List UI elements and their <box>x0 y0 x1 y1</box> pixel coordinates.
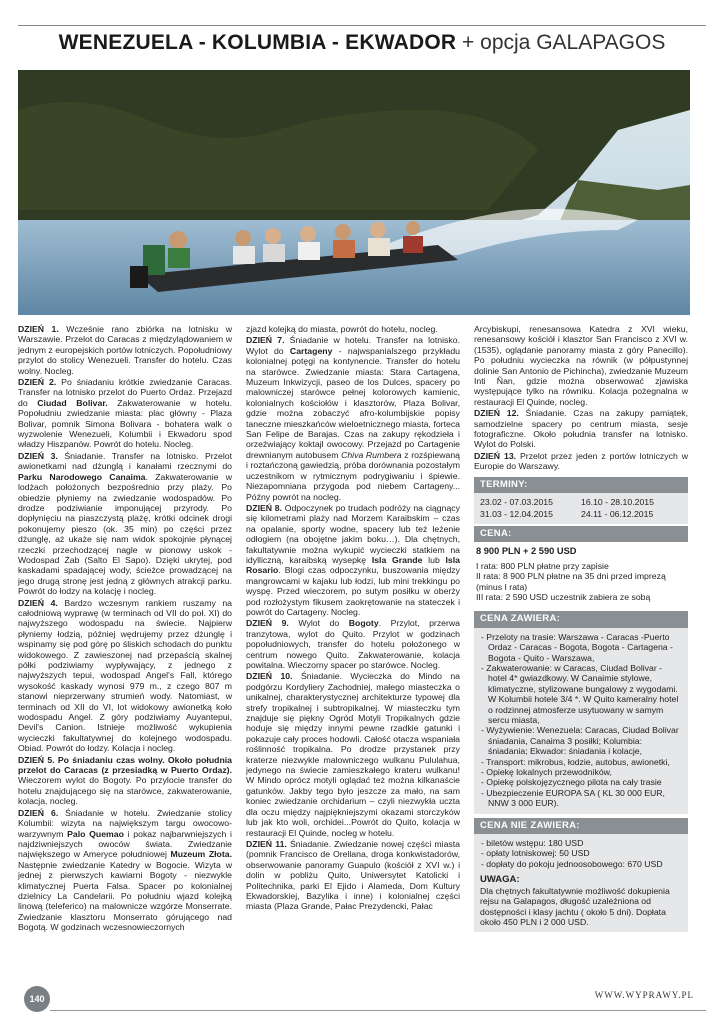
list-item: - Opiekę polskojęzycznego pilota na cały trasie <box>481 777 662 788</box>
price-includes-heading: CENA ZAWIERA: <box>474 611 688 627</box>
term-date: 31.03 - 12.04.2015 <box>480 508 553 519</box>
list-item: - Opiekę lokalnych przewodników, <box>481 767 612 778</box>
price-box <box>474 526 688 607</box>
day-7: DZIEŃ 7. Śniadanie w hotelu. Transfer na lotnisko. Wylot do Cartageny - najwspanialszego przykładu kolonialnej potęgi na kontynencie. Transfer do hotelu na starówce. Zwiedzanie miasta: Stara Cartagena, Muzeum Inkwizycji, paseo de los Dulces, spacery po malowniczej starówce pełnej kolorowych kamienic, kolonialnych kościołów i klasztorów, Plaza Bolivar, gdzie można zobaczyć afro-kolumbijskie popisy taneczne mieszkańców wieloetnicznego miasta, fortecа San Felipe de Barajas. Czas na zakupy rękodzieła i orzeźwiający koktajl owocowy. Przejazd po Cartagenie drewnianym autobusem Chiva Rumbera z rozśpiewaną i roztańczoną gawiedzią, próba dorównania pozostałym uczestnikom w rytmicznym podrygiwaniu i śpiewie. Niezapomniana przygoda pod niebem Cartageny... Późny powrót na nocleg. <box>246 335 460 502</box>
list-item: - Przeloty na trasie: Warszawa - Caracas -Puerto Ordaz - Caracas - Bogota, Bogota - Cartagena - Bogota - Quito - Warszawa, <box>481 631 673 663</box>
note-heading: UWAGA: <box>480 874 520 886</box>
list-item: - Wyżywienie: Wenezuela: Caracas, Ciudad Bolivar śniadania, Canaima 3 posiłki; Kolumbia: śniadania; Ekwador: śniadania i kolacje, <box>481 725 679 757</box>
day-5: DZIEŃ 5. Po śniadaniu czas wolny. Około południa przelot do Caracas (z przesiadką w Puerto Ordaz). Wieczorem wylot do Bogoty. Po przylocie transfer do hotelu znajdującego się na starówce, zakwaterowanie, kolacja, nocleg. <box>18 754 232 807</box>
day-13: DZIEŃ 13. Przelot przez jeden z portów lotniczych w Europie do Warszawy. <box>474 450 688 472</box>
day-6-continued: zjazd kolejką do miasta, powrót do hotelu, nocleg. <box>246 324 438 334</box>
term-date: 23.02 - 07.03.2015 <box>480 497 553 508</box>
itinerary-column-1 <box>18 324 232 934</box>
term-date: 16.10 - 28.10.2015 <box>581 497 654 508</box>
list-item: - Zakwaterowanie: w Caracas, Ciudad Bolivar - hotel 4* gwiazdkowy. W Canaimie stylowe, klimatyczne, stylizowane bungalowy z wygodami. W Kolumbii hotele 3/4 *. W Quito kameralny hotel o rodzinnej atmosferze usytuowany w samym sercu miasta, <box>481 662 679 725</box>
brand-url: WWW.WYPRAWY.PL <box>594 990 694 1000</box>
list-item: - dopłaty do pokoju jednoosobowego: 670 USD <box>481 858 663 869</box>
itinerary-column-2 <box>246 324 460 913</box>
day-10: DZIEŃ 10. Śniadanie. Wycieczka do Mindo na podgórzu Kordyliery Zachodniej, małego miasteczka o unikalnej, charakterystycznej architekturze typowej dla strefy tropikalnej i subtropikalnej. W miasteczku tym znajduje się piękny Ogród Motyli Tropikalnych gdzie hoduje się między innymi pewne rzadkie gatunki i pokazuje cały proces hodowli. Całość otacza wspaniała roślinność tropikalna. Po drodze przystanek przy kraterze niezwykle malowniczego wulkanu Pululahua, jedynego na świecie zamieszkałego krateru wulkanu! W Mindo oprócz motyli oglądać też można kilkanaście gatunków. Jakby tego było jeszcze za mało, na sam koniec zwiedzanie orchidarium – czyli niezwykła uczta dla oczu między najpiękniejszymi okazami storczyków lub jak kto woli, orchidei...Powrót do Quito, kolacja w restauracji El Quinde, nocleg w hotelu. <box>246 671 460 838</box>
itinerary-column-3 <box>474 324 688 932</box>
price-line: I rata: 800 PLN płatne przy zapisie <box>476 560 609 571</box>
terms-box <box>474 477 688 524</box>
price-line: II rata: 8 900 PLN płatne na 35 dni przed imprezą (minus I rata) <box>476 571 666 592</box>
page-number: 140 <box>24 986 50 1012</box>
terms-heading: TERMINY: <box>474 477 688 493</box>
day-8: DZIEŃ 8. Odpoczynek po trudach podróży na ciągnący się kilometrami plaży nad Morzem Karaibskim – czas na opalanie, sporty wodne, spacery lub też leżenie odłogiem (na obojętne jakim boku…). Dla chętnych, fakultatywnie można wykupić wycieczki statkiem na idylliczną, karaibską wysepkę Isla Grande lub Isla Rosario. Blogi czas odpoczynku, buszowania między mangrowcami w kajaku lub łodzi, lub mini trekkingu po wyspę. Przed wieczorem, po sutym posiłku w oberży pod rozłożystym fikusem zaokrętowanie na stateczek i powrót do Cartageny. Nocleg. <box>246 502 460 617</box>
day-11-continued: Arcybiskupi, renesansowa Katedra z XVI wieku, renesansowy kościół i klasztor San Francisco z XVI w. (1535), oglądanie panoramy miasta z góry Panecillo). Po południu wycieczka na równik (w półpustynnej dolinie San Antonio de Pichincha), zwiedzanie Muzeum Inti Ñan, gdzie można obserwować zjawiska występujące tylko na równiku. Kolacja pożegnalna w restauracji El Quinde, nocleg. <box>474 324 688 407</box>
day-6: DZIEŃ 6. Śniadanie w hotelu. Zwiedzanie stolicy Kolumbii: wizyta na największym targu owocowo-warzywnym Palo Quemao i pokaz najbarwniejszych i najdziwniejszych owoców świata. Zwiedzanie największego w Ameryce południowej Muzeum Złota. Następnie zwiedzanie Katedry w Bogocie. Wizyta w jednej z pierwszych kawiarni Bogoty - niezwykle klimatycznej Puerta Falsa. Spacer po kolonialnej dzielnicy La Candelarii. Po południu wjazd kolejką linową (teleferico) na malownicze wzgórze Monserrate. Zwiedzanie klasztoru Monserrato górującego nad Bogotą. W godzinach wczesnowieczornych <box>18 807 232 933</box>
list-item: - Ubezpieczenie EUROPA SA ( KL 30 000 EUR, NNW 3 000 EUR). <box>481 787 665 809</box>
title-option: + opcja GALAPAGOS <box>456 31 666 54</box>
price-excludes-heading: CENA NIE ZAWIERA: <box>474 818 688 834</box>
price-includes-list <box>474 628 688 814</box>
list-item: - Transport: mikrobus, łodzie, autobus, awionetki, <box>481 756 670 767</box>
price-main: 8 900 PLN + 2 590 USD <box>476 546 577 557</box>
note-text: Dla chętnych fakultatywnie możliwość dokupienia rejsu na Galapagos, długość uzależniona od dostępności i klasy jachtu ( około 5 dni). Dopłata około 450 PLN i 2 000 USD. <box>480 885 670 927</box>
price-line: III rata: 2 590 USD uczestnik zabiera ze sobą <box>476 591 651 602</box>
day-3: DZIEŃ 3. Śniadanie. Transfer na lotnisko. Przelot awionetkami nad dżunglą i kanałami rzecznymi do Parku Narodowego Canaima. Zakwaterowanie w lodżach położonych bezpośrednio przy plaży. Po obiedzie płyniemy na zwiedzanie wodospadów. Po drodze podziwianie imponującej przyrody. Po dopłynięciu na piaszczystą plażę, krótki odcinek drogi pokonujemy pieszo (ok. 35 min) po części przez dżunglę, aż ukaże się nam widok spokojnie płynącej rzeczki przechodzącej nagle w pionowy uskok - Wodospad Żab (Salto El Sapo). Dzięki ukrytej, pod kaskadami spadającej wody, ścieżce prowadzącej na jego drugą stronę jest jedną z głównych atrakcji parku. Powrót do łodzy na kolację i nocleg. <box>18 450 232 597</box>
day-12: DZIEŃ 12. Śniadanie. Czas na zakupy pamiątek, samodzielne spacery po centrum miasta, sesje fotograficzne. Około południa transfer na lotnisko. Wylot do Polski. <box>474 408 688 450</box>
list-item: - biletów wstępu: 180 USD <box>481 838 584 849</box>
price-heading: CENA: <box>474 526 688 542</box>
day-2: DZIEŃ 2. Po śniadaniu krótkie zwiedzanie Caracas. Transfer na lotnisko przelot do Puerto Ordaz. Przejazd do Ciudad Bolivar. Zakwaterowanie w hotelu. Popołudniu zwiedzanie miasta: plac główny - Plaza Bolivar, pomnik Simona Bolivara - bohatera walk o wyzwolenie Wenezueli, Kolumbii i Ekwadoru spod władzy Hiszpanów. Powrót do hotelu. Nocleg. <box>18 377 232 450</box>
boat-photo <box>18 70 690 315</box>
day-11: DZIEŃ 11. Śniadanie. Zwiedzanie nowej części miasta (pomnik Francisco de Orellana, droga konkwistadorów, obserwowanie panoramy Guapulo (kościół z XVI w.) i dolin w pobliżu Quito, Uniwersytet Katolicki i Politechnika, parki El Ejido i Alameda, Dom Kultury Ekwadorskiej, Bazylika i inne) i kolonialnej części miasta (Plaza Grande, Pałac Prezydencki, Pałac <box>246 838 460 912</box>
page-title <box>0 30 724 56</box>
footer-divider <box>50 1010 706 1011</box>
price-excludes-box <box>474 818 688 933</box>
price-excludes-list <box>474 834 688 932</box>
boat-photo-illustration <box>18 70 690 315</box>
term-date: 24.11 - 06.12.2015 <box>581 508 654 519</box>
day-9: DZIEŃ 9. Wylot do Bogoty. Przylot, przerwa tranzytowa, wylot do Quito. Przylot w godzinach popołudniowych, transfer do hotelu położonego w centrum nowego Quito. Zakwaterowanie, kolacja powitalna. Wieczorny spacer po starówce. Nocleg. <box>246 618 460 670</box>
terms-dates <box>474 493 688 524</box>
title-main: WENEZUELA - KOLUMBIA - EKWADOR <box>58 31 457 54</box>
itinerary-columns <box>18 324 690 964</box>
price-includes-box <box>474 611 688 813</box>
top-divider <box>18 25 706 26</box>
list-item: - opłaty lotniskowej: 50 USD <box>481 848 590 859</box>
day-4: DZIEŃ 4. Bardzo wczesnym rankiem ruszamy na całodniową wyprawę (w terminach od VII do poł. XI) do najwyższego wodospadu na świecie. Najpierw płyniemy łodzią, później wędrujemy przez dżunglę i wspinamy się pod górę po śliskich schodach do punktu widokowego. Z zawieszonej nad przepaścią skalnej półki podziwiamy wypływający, z jednego z najwyższych tepui, wodospad Angel's Fall, którego wysokość kaskady wynosi 979 m., z czego 807 m stanowi nieprzerwany strumień wody. Natomiast, w terminach od XII do VI, lot widokowy awionetką koło wodospadu Angel. Z góry podziwiamy Auyantepui, Devil's Canion. Istnieje możliwość wykupienia wycieczki fakultatywnej do kolejnego wodospadu. Obiad. Powrót do łodzy. Kolacja i nocleg. <box>18 597 233 754</box>
price-body <box>474 542 688 607</box>
day-1: DZIEŃ 1. Wcześnie rano zbiórka na lotnisku w Warszawie. Przelot do Caracas z międzylądowaniem w jednym z europejskich portów lotniczych. Popołudniowy przylot do stolicy Wenezueli. Transfer do hotelu. Czas wolny. Nocleg. <box>18 324 232 376</box>
